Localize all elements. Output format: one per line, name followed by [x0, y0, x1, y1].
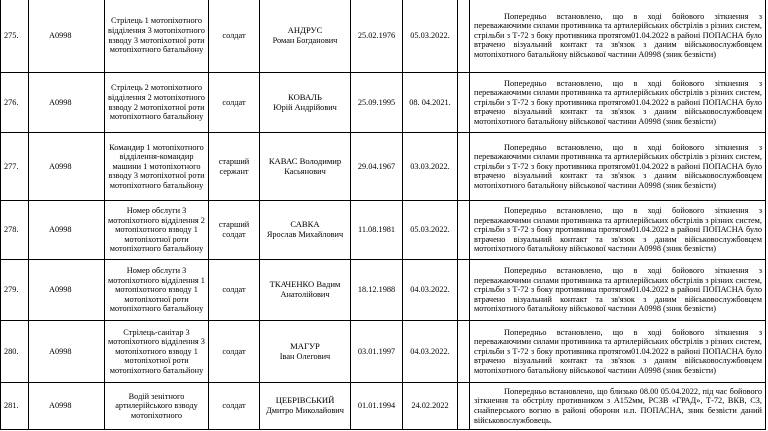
- table-row: [1, 260, 766, 321]
- description-cell: Попередньо встановлено, що в ході бойового зіткнення з переважаючими силами противника та артилерійських обстрілів з різних систем, стрільби з Т-72 з боку противника протягом01.04.2022 в районі ПОПАСНА було втрачено візуальний контакт та зв'язок з даним військовослужбовцем мотопіхотного батальйону військової частини А0998 (зник безвісти): [470, 0, 766, 73]
- position-cell: Номер обслуги 3 мотопіхотного відділення 1 мотопіхотного взводу 1 мотопіхотної роти мотопіхотного батальйону: [105, 260, 209, 321]
- event-date-cell: 05.03.2022.: [403, 0, 458, 73]
- position-cell: Водій зенітного артилерійського взводу мотопіхотного: [105, 383, 209, 430]
- event-date-cell: 05.03.2022.: [403, 201, 458, 260]
- table-row: [1, 0, 766, 73]
- name-cell: [260, 321, 351, 383]
- birth-date-cell: 03.01.1997: [351, 321, 403, 383]
- surname: КОВАЛЬ: [288, 91, 322, 102]
- empty-cell: [458, 73, 470, 133]
- table-row: [1, 73, 766, 133]
- row-number: 280.: [1, 321, 29, 383]
- surname: ТКАЧЕНКО Вадим: [269, 279, 341, 290]
- empty-cell: [458, 201, 470, 260]
- surname: АНДРУС: [287, 24, 323, 35]
- birth-date-cell: 25.09.1995: [351, 73, 403, 133]
- name-cell: [260, 0, 351, 73]
- unit-code: А0998: [29, 383, 105, 430]
- row-number: 278.: [1, 201, 29, 260]
- name-cell: [260, 133, 351, 201]
- birth-date-cell: 01.01.1994: [351, 383, 403, 430]
- empty-cell: [458, 383, 470, 430]
- description-cell: Попередньо встановлено, що в ході бойового зіткнення з переважаючими силами противника та артилерійських обстрілів з різних систем, стрільби з Т-72 з боку противника протягом01.04.2022 в районі ПОПАСНА було втрачено візуальний контакт та зв'язок з даним військовослужбовцем мотопіхотного батальйону військової частини А0998 (зник безвісти): [470, 73, 766, 133]
- description-cell: Попередньо встановлено, що в ході бойового зіткнення з переважаючими силами противника та артилерійських обстрілів з різних систем, стрільби з Т-72 з боку противника протягом01.04.2022 в районі ПОПАСНА було втрачено візуальний контакт та зв'язок з даним військовослужбовцем мотопіхотного батальйону військової частини А0998 (зник безвісти): [470, 133, 766, 201]
- table-body: [1, 0, 766, 430]
- unit-code: А0998: [29, 321, 105, 383]
- empty-cell: [458, 260, 470, 321]
- given-names: Анатолійович: [280, 290, 330, 299]
- name-cell: [260, 73, 351, 133]
- surname: КАВАС Володимир: [268, 155, 342, 166]
- table-row: [1, 321, 766, 383]
- position-cell: Стрілець-санітар 3 мотопіхотного відділення 3 мотопіхотного взводу 1 мотопіхотної роти мотопіхотного батальйону: [105, 321, 209, 383]
- event-date-cell: 24.02.2022: [403, 383, 458, 430]
- surname: САВКА: [290, 219, 320, 230]
- name-cell: [260, 201, 351, 260]
- row-number: 281.: [1, 383, 29, 430]
- rank-cell: солдат: [209, 260, 260, 321]
- position-cell: Стрілець 1 мотопіхотного відділення 3 мотопіхотного взводу 3 мотопіхотної роти мотопіхотного батальйону: [105, 0, 209, 73]
- rank-cell: солдат: [209, 383, 260, 430]
- birth-date-cell: 25.02.1976: [351, 0, 403, 73]
- row-number: 277.: [1, 133, 29, 201]
- empty-cell: [458, 133, 470, 201]
- position-cell: Номер обслуги 3 мотопіхотного відділення 2 мотопіхотного взводу 1 мотопіхотної роти мотопіхотного батальйону: [105, 201, 209, 260]
- table-row: [1, 133, 766, 201]
- row-number: 279.: [1, 260, 29, 321]
- surname: ЦЕБРІВСЬКИЙ: [275, 395, 335, 406]
- surname: МАГУР: [290, 340, 320, 351]
- given-names: Іван Олегович: [279, 351, 331, 361]
- birth-date-cell: 18.12.1988: [351, 260, 403, 321]
- row-number: 276.: [1, 73, 29, 133]
- rank-cell: старший сержант: [209, 133, 260, 201]
- position-cell: Стрілець 2 мотопіхотного відділення 2 мотопіхотного взводу 2 мотопіхотної роти мотопіхотного батальйону: [105, 73, 209, 133]
- event-date-cell: 03.03.2022.: [403, 133, 458, 201]
- table-row: [1, 383, 766, 430]
- rank-cell: старший солдат: [209, 201, 260, 260]
- description-cell: Попередньо встановлено, що в ході бойового зіткнення з переважаючими силами противника та артилерійських обстрілів з різних систем, стрільби з Т-72 з боку противника протягом01.04.2022 в районі ПОПАСНА було втрачено візуальний контакт та зв'язок з даним військовослужбовцем мотопіхотного батальйону військової частини А0998 (зник безвісти): [470, 321, 766, 383]
- name-cell: [260, 383, 351, 430]
- rank-cell: солдат: [209, 321, 260, 383]
- name-cell: [260, 260, 351, 321]
- unit-code: А0998: [29, 0, 105, 73]
- event-date-cell: 08. 04.2021.: [403, 73, 458, 133]
- empty-cell: [458, 0, 470, 73]
- given-names: Ярослав Михайлович: [266, 230, 344, 239]
- rank-cell: солдат: [209, 0, 260, 73]
- description-cell: Попередньо встановлено, що в ході бойового зіткнення з переважаючими силами противника та артилерійських обстрілів з різних систем, стрільби з Т-72 з боку противника протягом01.04.2022 в районі ПОПАСНА було втрачено візуальний контакт та зв'язок з даним військовослужбовцем мотопіхотного батальйону військової частини А0998 (зник безвісти): [470, 260, 766, 321]
- given-names: Касьянович: [284, 166, 326, 176]
- unit-code: А0998: [29, 260, 105, 321]
- description-cell: Попередньо встановлено, що близько 08.00 05.04.2022, під час бойового зіткнення та обстрілу противником з А152мм, РСЗВ «ГРАД», Т-72, ВКВ, СЗ, снайперського вогню в районі оборони н.п. ПОПАСНА, зник безвісти даний військовослужбовець.: [470, 383, 766, 430]
- unit-code: А0998: [29, 133, 105, 201]
- given-names: Роман Богданович: [272, 35, 338, 45]
- empty-cell: [458, 321, 470, 383]
- birth-date-cell: 29.04.1967: [351, 133, 403, 201]
- unit-code: А0998: [29, 201, 105, 260]
- event-date-cell: 04.03.2022.: [403, 260, 458, 321]
- description-cell: Попередньо встановлено, що в ході бойового зіткнення з переважаючими силами противника та артилерійських обстрілів з різних систем, стрільби з Т-72 з боку противника протягом01.04.2022 в районі ПОПАСНА було втрачено візуальний контакт та зв'язок з даним військовослужбовцем мотопіхотного батальйону військової частини А0998 (зник безвісти): [470, 201, 766, 260]
- given-names: Дмитро Миколайович: [266, 406, 344, 415]
- birth-date-cell: 11.08.1981: [351, 201, 403, 260]
- event-date-cell: 04.03.2022.: [403, 321, 458, 383]
- position-cell: Командир 1 мотопіхотного відділення-командир машини 1 мотопіхотного взводу 3 мотопіхотної роти мотопіхотного батальйону: [105, 133, 209, 201]
- unit-code: А0998: [29, 73, 105, 133]
- row-number: 275.: [1, 0, 29, 73]
- table-row: [1, 201, 766, 260]
- rank-cell: солдат: [209, 73, 260, 133]
- given-names: Юрій Андрійович: [273, 102, 337, 112]
